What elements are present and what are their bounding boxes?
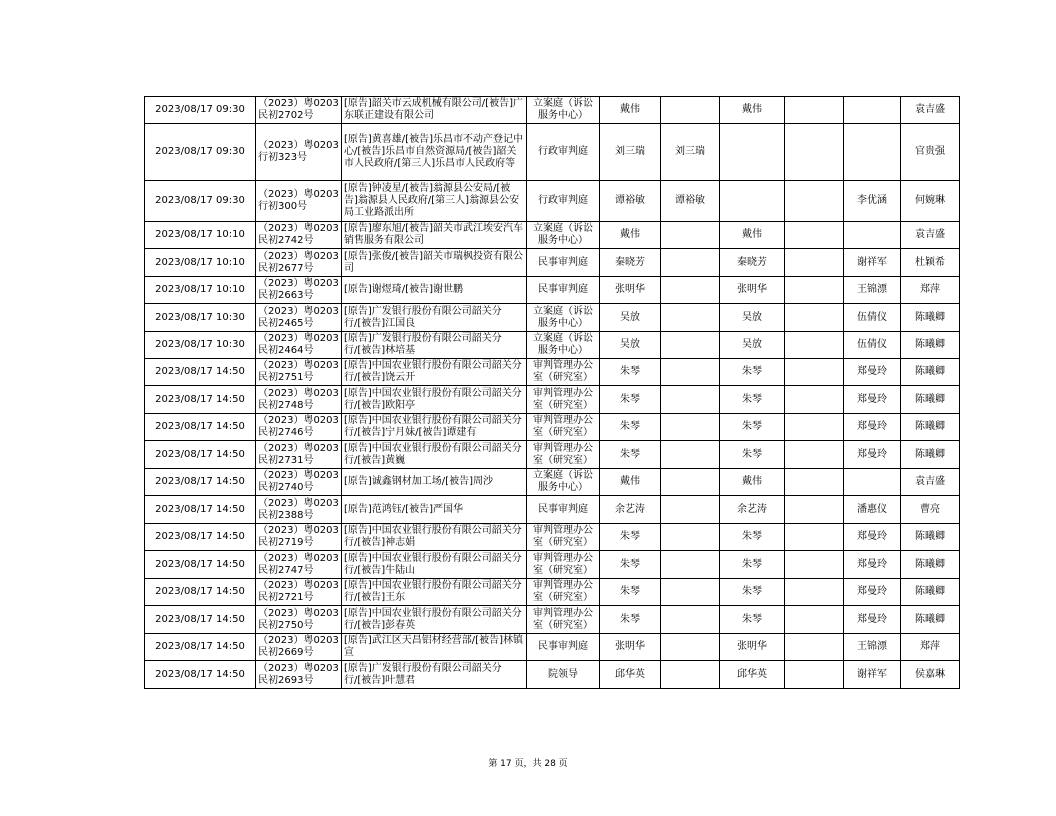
tribunal-cell: 立案庭（诉讼服务中心）	[527, 332, 600, 359]
tribunal-cell: 院领导	[527, 661, 600, 689]
judge-cell	[720, 124, 785, 181]
juror-cell	[785, 124, 844, 181]
judge-cell	[661, 277, 720, 304]
judge-cell	[661, 661, 720, 689]
case-number-cell: （2023）粤0203民初2750号	[256, 606, 342, 634]
table-row	[145, 661, 960, 689]
presiding-judge-cell: 朱琴	[600, 386, 661, 414]
juror-cell	[785, 606, 844, 634]
judge-cell: 吴放	[720, 304, 785, 332]
judge-cell: 戴伟	[720, 469, 785, 496]
table-row	[145, 249, 960, 277]
clerk-cell: 陈曦卿	[901, 441, 960, 469]
case-number-cell: （2023）粤0203民初2747号	[256, 551, 342, 579]
hearing-time-cell: 2023/08/17 10:10	[145, 222, 256, 249]
juror-cell	[785, 386, 844, 414]
case-number-cell: （2023）粤0203民初2746号	[256, 414, 342, 441]
assistant-cell	[844, 222, 901, 249]
case-number-cell: （2023）粤0203民初2719号	[256, 524, 342, 551]
parties-cell: [原告]中国农业银行股份有限公司韶关分行/[被告]王东	[342, 579, 527, 606]
assistant-cell: 郑曼玲	[844, 579, 901, 606]
table-row	[145, 277, 960, 304]
hearing-time-cell: 2023/08/17 10:10	[145, 277, 256, 304]
presiding-judge-cell: 戴伟	[600, 222, 661, 249]
juror-cell	[785, 524, 844, 551]
presiding-judge-cell: 朱琴	[600, 579, 661, 606]
hearing-time-cell: 2023/08/17 14:50	[145, 551, 256, 579]
parties-cell: [原告]中国农业银行股份有限公司韶关分行/[被告]饶云开	[342, 359, 527, 386]
judge-cell: 朱琴	[720, 551, 785, 579]
hearing-time-cell: 2023/08/17 14:50	[145, 386, 256, 414]
assistant-cell: 王锦漂	[844, 634, 901, 661]
presiding-judge-cell: 朱琴	[600, 606, 661, 634]
tribunal-cell: 立案庭（诉讼服务中心）	[527, 304, 600, 332]
tribunal-cell: 审判管理办公室（研究室）	[527, 386, 600, 414]
juror-cell	[785, 634, 844, 661]
tribunal-cell: 行政审判庭	[527, 124, 600, 181]
hearing-time-cell: 2023/08/17 14:50	[145, 524, 256, 551]
clerk-cell: 袁吉盛	[901, 469, 960, 496]
clerk-cell: 陈曦卿	[901, 551, 960, 579]
judge-cell	[661, 332, 720, 359]
hearing-time-cell: 2023/08/17 14:50	[145, 634, 256, 661]
assistant-cell: 郑曼玲	[844, 524, 901, 551]
judge-cell: 朱琴	[720, 414, 785, 441]
parties-cell: [原告]张俊/[被告]韶关市瑞枫投资有限公司	[342, 249, 527, 277]
assistant-cell: 王锦漂	[844, 277, 901, 304]
juror-cell	[785, 496, 844, 524]
hearing-time-cell: 2023/08/17 09:30	[145, 124, 256, 181]
juror-cell	[785, 304, 844, 332]
clerk-cell: 何婉琳	[901, 181, 960, 222]
juror-cell	[785, 414, 844, 441]
clerk-cell: 郑萍	[901, 277, 960, 304]
assistant-cell: 郑曼玲	[844, 359, 901, 386]
hearing-time-cell: 2023/08/17 10:30	[145, 332, 256, 359]
clerk-cell: 陈曦卿	[901, 414, 960, 441]
judge-cell	[661, 524, 720, 551]
judge-cell	[661, 386, 720, 414]
assistant-cell	[844, 124, 901, 181]
juror-cell	[785, 359, 844, 386]
presiding-judge-cell: 张明华	[600, 634, 661, 661]
case-number-cell: （2023）粤0203民初2693号	[256, 661, 342, 689]
parties-cell: [原告]广发银行股份有限公司韶关分行/[被告]叶慧君	[342, 661, 527, 689]
judge-cell: 朱琴	[720, 359, 785, 386]
judge-cell: 朱琴	[720, 441, 785, 469]
juror-cell	[785, 97, 844, 124]
judge-cell	[661, 579, 720, 606]
presiding-judge-cell: 余艺涛	[600, 496, 661, 524]
hearing-time-cell: 2023/08/17 09:30	[145, 181, 256, 222]
clerk-cell: 曹亮	[901, 496, 960, 524]
case-number-cell: （2023）粤0203行初323号	[256, 124, 342, 181]
tribunal-cell: 立案庭（诉讼服务中心）	[527, 469, 600, 496]
parties-cell: [原告]谢煜琦/[被告]谢世鹏	[342, 277, 527, 304]
parties-cell: [原告]中国农业银行股份有限公司韶关分行/[被告]欧阳亭	[342, 386, 527, 414]
parties-cell: [原告]广发银行股份有限公司韶关分行/[被告]林培基	[342, 332, 527, 359]
judge-cell: 戴伟	[720, 97, 785, 124]
assistant-cell: 郑曼玲	[844, 386, 901, 414]
clerk-cell: 陈曦卿	[901, 579, 960, 606]
table-row	[145, 524, 960, 551]
presiding-judge-cell: 戴伟	[600, 469, 661, 496]
tribunal-cell: 民事审判庭	[527, 496, 600, 524]
judge-cell: 张明华	[720, 634, 785, 661]
table-row	[145, 579, 960, 606]
case-number-cell: （2023）粤0203民初2740号	[256, 469, 342, 496]
tribunal-cell: 审判管理办公室（研究室）	[527, 359, 600, 386]
presiding-judge-cell: 朱琴	[600, 414, 661, 441]
tribunal-cell: 民事审判庭	[527, 277, 600, 304]
tribunal-cell: 审判管理办公室（研究室）	[527, 606, 600, 634]
assistant-cell	[844, 469, 901, 496]
judge-cell	[661, 97, 720, 124]
parties-cell: [原告]中国农业银行股份有限公司韶关分行/[被告]彭春英	[342, 606, 527, 634]
judge-cell	[661, 359, 720, 386]
assistant-cell: 郑曼玲	[844, 414, 901, 441]
parties-cell: [原告]中国农业银行股份有限公司韶关分行/[被告]宁月妹/[被告]谭建有	[342, 414, 527, 441]
assistant-cell: 潘惠仪	[844, 496, 901, 524]
judge-cell	[720, 181, 785, 222]
assistant-cell: 李优涵	[844, 181, 901, 222]
clerk-cell: 陈曦卿	[901, 606, 960, 634]
schedule-table-body	[145, 97, 960, 689]
case-number-cell: （2023）粤0203民初2731号	[256, 441, 342, 469]
clerk-cell: 郑萍	[901, 634, 960, 661]
presiding-judge-cell: 朱琴	[600, 359, 661, 386]
parties-cell: [原告]诚鑫钢材加工场/[被告]周沙	[342, 469, 527, 496]
table-row	[145, 124, 960, 181]
parties-cell: [原告]韶关市云成机械有限公司/[被告]广东联正建设有限公司	[342, 97, 527, 124]
judge-cell	[661, 469, 720, 496]
tribunal-cell: 立案庭（诉讼服务中心）	[527, 222, 600, 249]
assistant-cell: 伍倩仪	[844, 304, 901, 332]
judge-cell	[661, 249, 720, 277]
judge-cell: 谭裕敏	[661, 181, 720, 222]
case-number-cell: （2023）粤0203民初2464号	[256, 332, 342, 359]
judge-cell	[661, 606, 720, 634]
assistant-cell: 郑曼玲	[844, 551, 901, 579]
table-row	[145, 551, 960, 579]
juror-cell	[785, 661, 844, 689]
judge-cell: 吴放	[720, 332, 785, 359]
judge-cell: 余艺涛	[720, 496, 785, 524]
case-number-cell: （2023）粤0203民初2669号	[256, 634, 342, 661]
judge-cell	[661, 551, 720, 579]
juror-cell	[785, 249, 844, 277]
tribunal-cell: 行政审判庭	[527, 181, 600, 222]
hearing-time-cell: 2023/08/17 14:50	[145, 441, 256, 469]
judge-cell: 邱华英	[720, 661, 785, 689]
case-number-cell: （2023）粤0203民初2721号	[256, 579, 342, 606]
judge-cell	[661, 222, 720, 249]
clerk-cell: 侯嘉琳	[901, 661, 960, 689]
hearing-time-cell: 2023/08/17 14:50	[145, 496, 256, 524]
page-footer: 第 17 页，共 28 页	[488, 759, 568, 769]
table-row	[145, 606, 960, 634]
hearing-time-cell: 2023/08/17 14:50	[145, 414, 256, 441]
tribunal-cell: 审判管理办公室（研究室）	[527, 524, 600, 551]
case-number-cell: （2023）粤0203民初2702号	[256, 97, 342, 124]
juror-cell	[785, 181, 844, 222]
juror-cell	[785, 441, 844, 469]
juror-cell	[785, 579, 844, 606]
tribunal-cell: 审判管理办公室（研究室）	[527, 414, 600, 441]
assistant-cell: 谢祥军	[844, 661, 901, 689]
judge-cell	[661, 304, 720, 332]
parties-cell: [原告]武江区天昌铝材经营部/[被告]林镇宣	[342, 634, 527, 661]
judge-cell	[661, 414, 720, 441]
assistant-cell	[844, 97, 901, 124]
presiding-judge-cell: 刘三瑞	[600, 124, 661, 181]
presiding-judge-cell: 张明华	[600, 277, 661, 304]
hearing-time-cell: 2023/08/17 10:10	[145, 249, 256, 277]
judge-cell	[661, 441, 720, 469]
tribunal-cell: 审判管理办公室（研究室）	[527, 441, 600, 469]
judge-cell: 戴伟	[720, 222, 785, 249]
judge-cell: 张明华	[720, 277, 785, 304]
table-row	[145, 222, 960, 249]
tribunal-cell: 民事审判庭	[527, 249, 600, 277]
case-number-cell: （2023）粤0203民初2742号	[256, 222, 342, 249]
assistant-cell: 郑曼玲	[844, 441, 901, 469]
parties-cell: [原告]广发银行股份有限公司韶关分行/[被告]江国良	[342, 304, 527, 332]
tribunal-cell: 审判管理办公室（研究室）	[527, 579, 600, 606]
table-row	[145, 97, 960, 124]
case-number-cell: （2023）粤0203民初2465号	[256, 304, 342, 332]
presiding-judge-cell: 吴放	[600, 304, 661, 332]
judge-cell	[661, 634, 720, 661]
assistant-cell: 谢祥军	[844, 249, 901, 277]
case-number-cell: （2023）粤0203民初2751号	[256, 359, 342, 386]
parties-cell: [原告]钟凌星/[被告]翁源县公安局/[被告]翁源县人民政府/[第三人]翁源县公安局工业路派出所	[342, 181, 527, 222]
clerk-cell: 杜颖希	[901, 249, 960, 277]
presiding-judge-cell: 戴伟	[600, 97, 661, 124]
table-row	[145, 469, 960, 496]
clerk-cell: 陈曦卿	[901, 332, 960, 359]
presiding-judge-cell: 秦晓芳	[600, 249, 661, 277]
table-row	[145, 386, 960, 414]
juror-cell	[785, 469, 844, 496]
table-row	[145, 496, 960, 524]
table-row	[145, 332, 960, 359]
case-number-cell: （2023）粤0203民初2748号	[256, 386, 342, 414]
presiding-judge-cell: 吴放	[600, 332, 661, 359]
table-row	[145, 441, 960, 469]
judge-cell: 秦晓芳	[720, 249, 785, 277]
judge-cell	[661, 496, 720, 524]
assistant-cell: 伍倩仪	[844, 332, 901, 359]
presiding-judge-cell: 邱华英	[600, 661, 661, 689]
case-number-cell: （2023）粤0203民初2677号	[256, 249, 342, 277]
parties-cell: [原告]中国农业银行股份有限公司韶关分行/[被告]神志娟	[342, 524, 527, 551]
tribunal-cell: 立案庭（诉讼服务中心）	[527, 97, 600, 124]
clerk-cell: 袁吉盛	[901, 222, 960, 249]
table-row	[145, 181, 960, 222]
parties-cell: [原告]廖东旭/[被告]韶关市武江埃安汽车销售服务有限公司	[342, 222, 527, 249]
clerk-cell: 陈曦卿	[901, 524, 960, 551]
juror-cell	[785, 277, 844, 304]
clerk-cell: 袁吉盛	[901, 97, 960, 124]
juror-cell	[785, 332, 844, 359]
judge-cell: 刘三瑞	[661, 124, 720, 181]
schedule-table	[144, 96, 960, 689]
hearing-time-cell: 2023/08/17 14:50	[145, 661, 256, 689]
judge-cell: 朱琴	[720, 524, 785, 551]
clerk-cell: 陈曦卿	[901, 304, 960, 332]
parties-cell: [原告]中国农业银行股份有限公司韶关分行/[被告]黄巍	[342, 441, 527, 469]
table-row	[145, 414, 960, 441]
hearing-time-cell: 2023/08/17 14:50	[145, 469, 256, 496]
hearing-time-cell: 2023/08/17 14:50	[145, 359, 256, 386]
juror-cell	[785, 222, 844, 249]
tribunal-cell: 审判管理办公室（研究室）	[527, 551, 600, 579]
hearing-time-cell: 2023/08/17 14:50	[145, 606, 256, 634]
presiding-judge-cell: 朱琴	[600, 441, 661, 469]
table-row	[145, 634, 960, 661]
parties-cell: [原告]黄喜雄/[被告]乐昌市不动产登记中心/[被告]乐昌市自然资源局/[被告]韶关市人民政府/[第三人]乐昌市人民政府等	[342, 124, 527, 181]
hearing-time-cell: 2023/08/17 09:30	[145, 97, 256, 124]
hearing-time-cell: 2023/08/17 14:50	[145, 579, 256, 606]
presiding-judge-cell: 朱琴	[600, 551, 661, 579]
hearing-time-cell: 2023/08/17 10:30	[145, 304, 256, 332]
clerk-cell: 官贵强	[901, 124, 960, 181]
parties-cell: [原告]中国农业银行股份有限公司韶关分行/[被告]牛陆山	[342, 551, 527, 579]
case-number-cell: （2023）粤0203民初2663号	[256, 277, 342, 304]
table-row	[145, 359, 960, 386]
clerk-cell: 陈曦卿	[901, 359, 960, 386]
parties-cell: [原告]范鸿钰/[被告]严国华	[342, 496, 527, 524]
judge-cell: 朱琴	[720, 579, 785, 606]
juror-cell	[785, 551, 844, 579]
presiding-judge-cell: 朱琴	[600, 524, 661, 551]
assistant-cell: 郑曼玲	[844, 606, 901, 634]
case-number-cell: （2023）粤0203民初2388号	[256, 496, 342, 524]
clerk-cell: 陈曦卿	[901, 386, 960, 414]
presiding-judge-cell: 谭裕敏	[600, 181, 661, 222]
table-row	[145, 304, 960, 332]
judge-cell: 朱琴	[720, 386, 785, 414]
case-number-cell: （2023）粤0203行初300号	[256, 181, 342, 222]
judge-cell: 朱琴	[720, 606, 785, 634]
tribunal-cell: 民事审判庭	[527, 634, 600, 661]
